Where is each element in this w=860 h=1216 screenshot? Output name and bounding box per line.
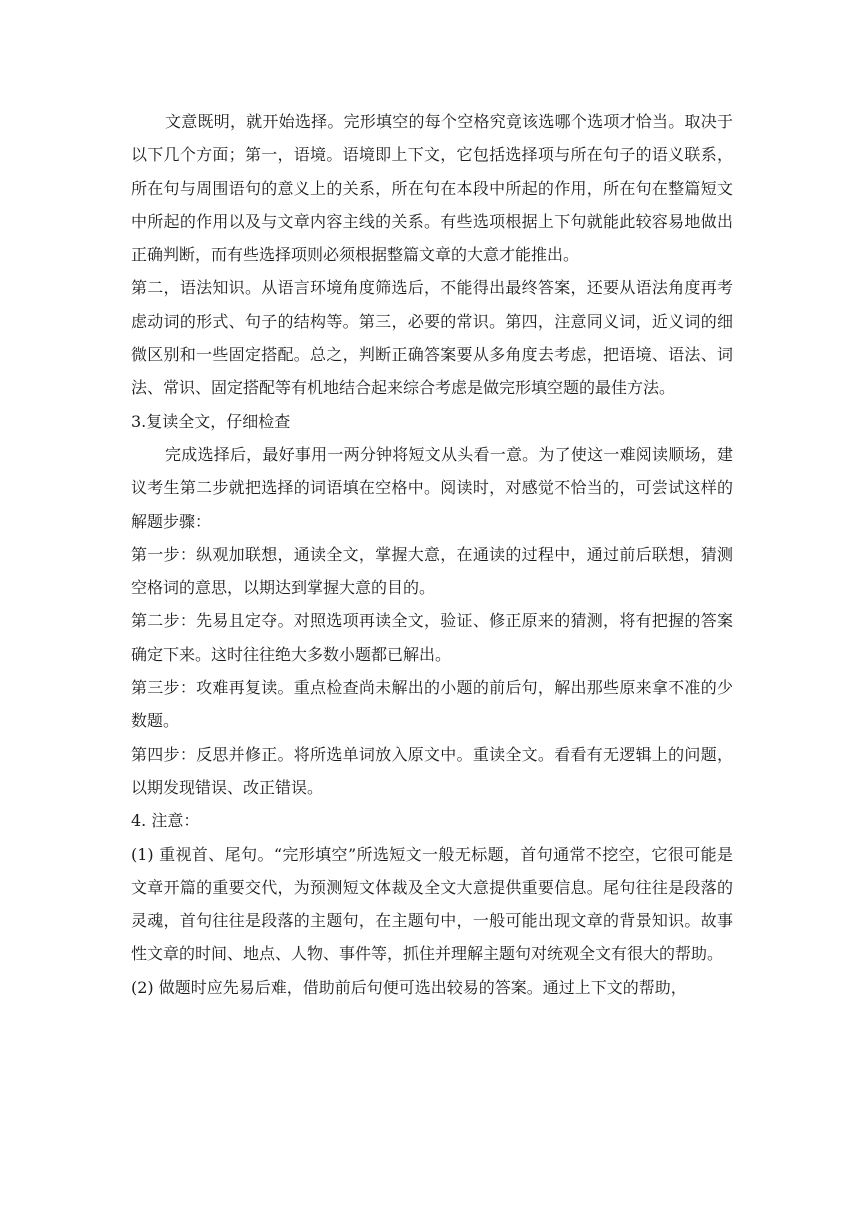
document-page	[131, 105, 733, 1004]
section-heading-notes: 4. 注意：	[131, 811, 200, 831]
note-one: (1) 重视首、尾句。“完形填空”所选短文一般无标题，首句通常不挖空，它很可能是文章开篇的重要交代，为预测短文体裁及全文大意提供重要信息。尾句往往是段落的灵魂，首句往往是段落的主题句，在主题句中，一般可能出现文章的背景知识。故事性文章的时间、地点、人物、事件等，抓住并理解主题句对统观全文有很大的帮助。	[131, 844, 733, 964]
step-four: 第四步：反思并修正。将所选单词放入原文中。重读全文。看看有无逻辑上的问题，以期发现错误、改正错误。	[131, 744, 733, 797]
step-two: 第二步：先易且定夺。对照选项再读全文，验证、修正原来的猜测，将有把握的答案确定下来。这时往往绝大多数小题都已解出。	[131, 611, 733, 664]
step-one: 第一步：纵观加联想，通读全文，掌握大意，在通读的过程中，通过前后联想，猜测空格词的意思，以期达到掌握大意的目的。	[131, 544, 733, 598]
note-two: (2) 做题时应先易后难，借助前后句便可选出较易的答案。通过上下文的帮助，	[131, 977, 687, 997]
section-heading-review: 3.复读全文，仔细检查	[131, 411, 291, 431]
paragraph-context-analysis: 文意既明，就开始选择。完形填空的每个空格究竟该选哪个选项才恰当。取决于以下几个方面；第一，语境。语境即上下文，它包括选择项与所在句子的语义联系，所在句与周围语句的意义上的关系，所在句在本段中所起的作用，所在句在整篇短文中所起的作用以及与文章内容主线的关系。有些选项根据上下句就能此较容易地做出正确判断，而有些选择项则必须根据整篇文章的大意才能推出。	[131, 112, 733, 265]
paragraph-grammar-knowledge: 第二，语法知识。从语言环境角度筛选后，不能得出最终答案，还要从语法角度再考虑动词的形式、句子的结构等。第三，必要的常识。第四，注意同义词，近义词的细微区别和一些固定搭配。总之，判断正确答案要从多角度去考虑，把语境、语法、词法、常识、固定搭配等有机地结合起来综合考虑是做完形填空题的最佳方法。	[131, 278, 733, 398]
paragraph-after-selection: 完成选择后，最好事用一两分钟将短文从头看一意。为了使这一难阅读顺场，建议考生第二步就把选择的词语填在空格中。阅读时，对感觉不恰当的，可尝试这样的解题步骤：	[131, 444, 733, 531]
step-three: 第三步：攻难再复读。重点检查尚未解出的小题的前后句，解出那些原来拿不准的少数题。	[131, 678, 733, 731]
